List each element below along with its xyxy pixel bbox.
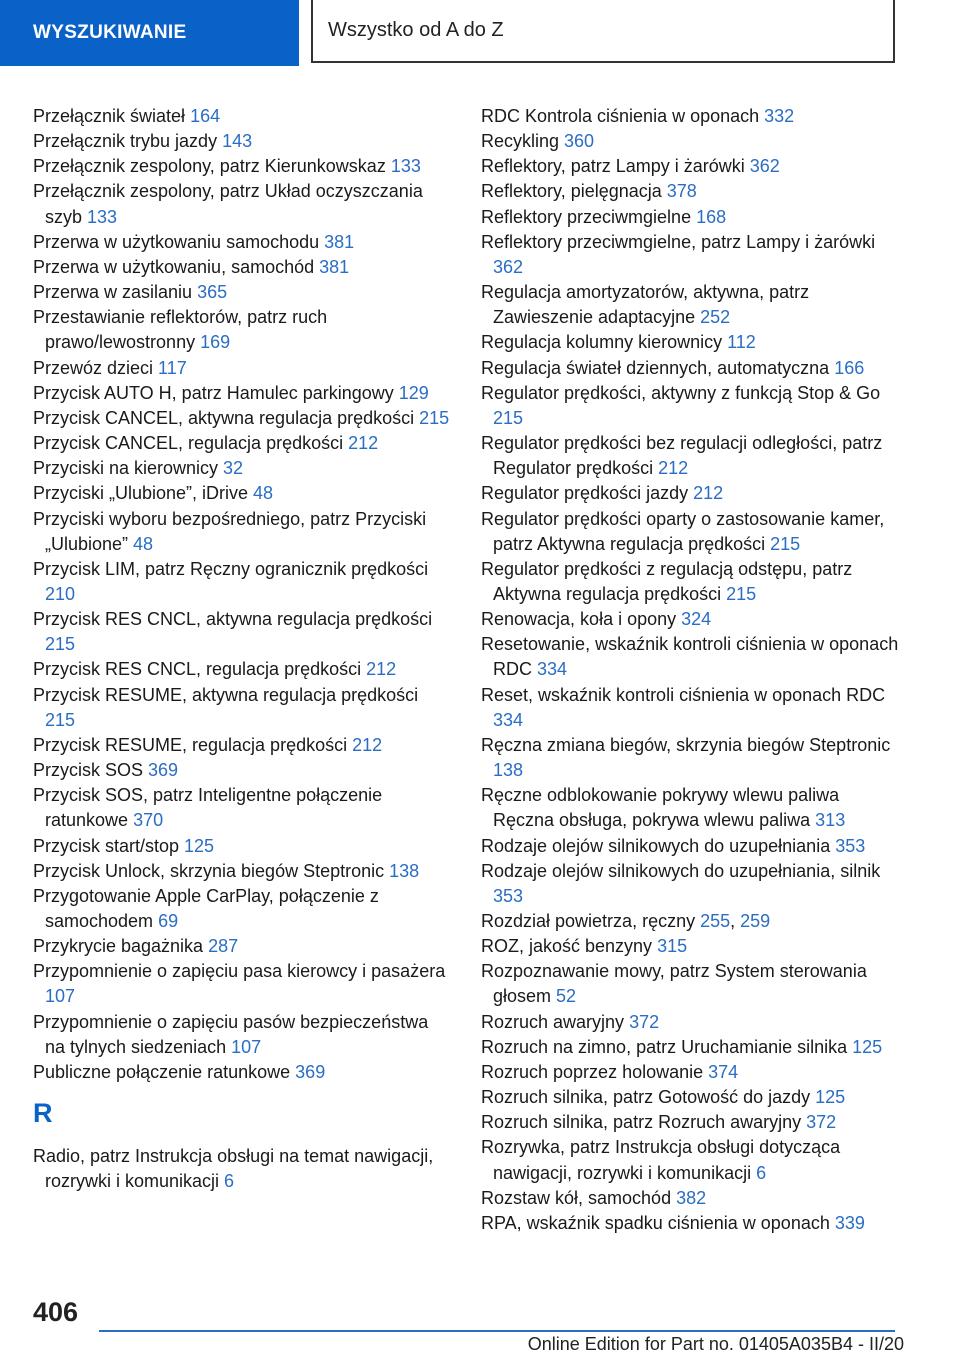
index-term: Przykrycie bagażnika — [33, 936, 209, 957]
index-term: Przerwa w użytkowaniu, samochód — [33, 256, 320, 277]
page-ref-link[interactable]: 52 — [556, 986, 577, 1007]
index-term: Przycisk CANCEL, aktywna regulacja prędkości — [33, 407, 420, 428]
index-term: Przełącznik trybu jazdy — [33, 131, 223, 152]
index-term: Przerwa w zasilaniu — [33, 282, 198, 303]
index-entry — [33, 104, 453, 129]
index-term: Przygotowanie Apple CarPlay, połączenie z samochodem — [33, 885, 379, 931]
page-ref-link[interactable]: 212 — [352, 734, 383, 755]
index-entry — [33, 859, 453, 884]
page-ref-link[interactable]: 107 — [45, 986, 76, 1007]
index-entry — [481, 104, 901, 129]
page-ref-link[interactable]: 339 — [834, 1212, 865, 1233]
index-entry — [33, 129, 453, 154]
index-entry — [481, 1085, 901, 1110]
page-ref-link[interactable]: 382 — [676, 1187, 707, 1208]
index-term: Przycisk LIM, patrz Ręczny ogranicznik prędkości — [33, 558, 429, 579]
index-entry — [481, 205, 901, 230]
page-ref-link[interactable]: 362 — [493, 256, 524, 277]
index-term: Ręczne odblokowanie pokrywy wlewu paliwa Ręczna obsługa, pokrywa wlewu paliwa — [481, 785, 840, 831]
page-ref-link[interactable]: 6 — [224, 1171, 235, 1192]
index-entry — [481, 733, 901, 783]
index-term: Przycisk SOS — [33, 760, 149, 781]
page-ref-link[interactable]: 324 — [681, 609, 712, 630]
index-entry — [33, 934, 453, 959]
index-entry — [481, 481, 901, 506]
index-entry — [33, 758, 453, 783]
index-term: Rozrywka, patrz Instrukcja obsługi dotycząca nawigacji, rozrywki i komunikacji — [481, 1137, 841, 1183]
index-term: Renowacja, koła i opony — [481, 609, 682, 630]
page-ref-link[interactable]: 378 — [666, 181, 697, 202]
index-term: Przycisk start/stop — [33, 835, 185, 856]
index-column-left — [33, 104, 453, 1194]
index-term: Regulator prędkości bez regulacji odległości, patrz Regulator prędkości — [481, 433, 883, 479]
index-term: Publiczne połączenie ratunkowe — [33, 1061, 296, 1082]
section-tab[interactable]: WYSZUKIWANIE — [0, 0, 299, 66]
index-term: Przypomnienie o zapięciu pasów bezpieczeństwa na tylnych siedzeniach — [33, 1011, 429, 1057]
index-term: Rozdział powietrza, ręczny — [481, 911, 701, 931]
index-entry — [33, 255, 453, 280]
index-term: Regulator prędkości, aktywny z funkcją Stop & Go — [481, 382, 881, 403]
index-term: Przerwa w użytkowaniu samochodu — [33, 231, 325, 252]
page-ref-link[interactable]: 381 — [324, 231, 355, 252]
page-ref-link[interactable]: 353 — [493, 885, 524, 906]
index-column-right — [481, 104, 901, 1236]
index-entry — [481, 1186, 901, 1211]
page-ref-link[interactable]: 372 — [806, 1112, 837, 1133]
index-entry — [481, 1135, 901, 1185]
index-entry — [481, 1110, 901, 1135]
page-ref-link[interactable]: 164 — [190, 106, 221, 126]
index-entry — [481, 230, 901, 280]
index-entry — [481, 859, 901, 909]
page-ref-link[interactable]: 353 — [835, 835, 866, 856]
page-ref-link[interactable]: 215 — [419, 407, 450, 428]
index-entry — [33, 481, 453, 506]
index-term: Przyciski na kierownicy — [33, 458, 224, 479]
index-entry — [481, 834, 901, 859]
index-term: Przyciski wyboru bezpośredniego, patrz Przyciski „Ulubione” — [33, 508, 427, 554]
index-term: Przycisk Unlock, skrzynia biegów Steptronic — [33, 860, 390, 881]
index-term: Rozruch poprzez holowanie — [481, 1061, 709, 1082]
index-term: Recykling — [481, 131, 565, 152]
page-ref-link[interactable]: 133 — [390, 156, 421, 177]
page-ref-link[interactable]: 369 — [295, 1061, 326, 1082]
index-entry — [33, 607, 453, 657]
index-entry — [481, 154, 901, 179]
index-term: Przycisk RESUME, regulacja prędkości — [33, 734, 353, 755]
index-entry — [33, 733, 453, 758]
index-entry — [481, 280, 901, 330]
index-term: ROZ, jakość benzyny — [481, 936, 658, 957]
index-entry — [481, 1035, 901, 1060]
index-term: RPA, wskaźnik spadku ciśnienia w oponach — [481, 1212, 835, 1233]
index-term: Przestawianie reflektorów, patrz ruch prawo/lewostronny — [33, 307, 328, 353]
index-entry — [481, 330, 901, 355]
page-ref-link[interactable]: 117 — [158, 357, 187, 378]
page-ref-link[interactable]: 255 — [700, 911, 731, 931]
index-term: Rodzaje olejów silnikowych do uzupełniania, silnik — [481, 860, 881, 881]
index-entry — [33, 507, 453, 557]
index-term: Przełącznik zespolony, patrz Kierunkowskaz — [33, 156, 391, 177]
index-term: Rodzaje olejów silnikowych do uzupełniania — [481, 835, 836, 856]
index-term: Reflektory przeciwmgielne — [481, 206, 697, 227]
page-ref-link[interactable]: 48 — [253, 483, 274, 504]
index-entry — [33, 783, 453, 833]
page-ref-link[interactable]: 365 — [197, 282, 228, 303]
index-entry — [33, 884, 453, 934]
section-title: Wszystko od A do Z — [311, 0, 895, 63]
index-term: Rozpoznawanie mowy, patrz System sterowania głosem — [481, 961, 867, 1007]
index-letter-heading: R — [33, 1098, 53, 1129]
index-entry — [481, 1060, 901, 1085]
page-ref-link[interactable]: 125 — [815, 1087, 846, 1108]
index-term: Reflektory przeciwmgielne, patrz Lampy i żarówki — [481, 231, 876, 252]
index-term: Przycisk SOS, patrz Inteligentne połączenie ratunkowe — [33, 785, 383, 831]
index-entry — [481, 783, 901, 833]
index-entry: Rozdział powietrza, ręczny 255, 259 — [481, 911, 771, 931]
page-ref-link[interactable]: 166 — [834, 357, 865, 378]
index-term: Regulator prędkości jazdy — [481, 483, 694, 504]
index-entry — [33, 1144, 453, 1194]
page-ref-link[interactable]: 6 — [756, 1162, 767, 1183]
index-entry — [33, 356, 453, 381]
index-term: Przycisk RES CNCL, aktywna regulacja prędkości — [33, 609, 433, 630]
index-entry — [481, 683, 901, 733]
page-ref-link[interactable]: 259 — [740, 911, 771, 931]
index-entry — [481, 129, 901, 154]
index-entry — [481, 431, 901, 481]
page-ref-link[interactable]: 129 — [398, 382, 429, 403]
index-term: Rozruch awaryjny — [481, 1011, 630, 1032]
page-ref-link[interactable]: 381 — [319, 256, 350, 277]
page-ref-link[interactable]: 212 — [366, 659, 397, 680]
page-ref-link[interactable]: 69 — [158, 911, 179, 931]
index-term: Regulator prędkości z regulacją odstępu, patrz Aktywna regulacja prędkości — [481, 558, 853, 604]
index-term: Przycisk CANCEL, regulacja prędkości — [33, 433, 349, 454]
index-entry — [33, 305, 453, 355]
index-entry — [33, 179, 453, 229]
index-term: Przyciski „Ulubione”, iDrive — [33, 483, 254, 504]
page-ref-link[interactable]: 212 — [693, 483, 724, 504]
index-entry — [33, 456, 453, 481]
page-ref-link[interactable]: 374 — [708, 1061, 739, 1082]
page-ref-link[interactable]: 313 — [815, 810, 846, 831]
page-header — [0, 0, 960, 66]
index-term: Reflektory, patrz Lampy i żarówki — [481, 156, 750, 177]
page-ref-link[interactable]: 168 — [696, 206, 727, 227]
page-ref-link[interactable]: 215 — [493, 407, 524, 428]
index-term: Regulator prędkości oparty o zastosowanie kamer, patrz Aktywna regulacja prędkości — [481, 508, 885, 554]
index-entry — [481, 356, 901, 381]
index-entry — [481, 557, 901, 607]
index-term: Przycisk AUTO H, patrz Hamulec parkingowy — [33, 382, 399, 403]
page-ref-link[interactable]: 215 — [45, 709, 76, 730]
index-term: Radio, patrz Instrukcja obsługi na temat nawigacji, rozrywki i komunikacji — [33, 1146, 434, 1192]
page-ref-link[interactable]: 212 — [348, 433, 379, 454]
footer-text: Online Edition for Part no. 01405A035B4 - II/20 — [527, 1334, 904, 1354]
page-ref-link[interactable]: 287 — [208, 936, 239, 957]
page-ref-link[interactable]: 334 — [537, 659, 568, 680]
page-ref-link[interactable]: 362 — [749, 156, 780, 177]
footer-divider — [99, 1330, 895, 1332]
index-entry — [33, 834, 453, 859]
page-ref-link[interactable]: 32 — [223, 458, 244, 479]
index-entry — [33, 381, 453, 406]
index-term: Przycisk RES CNCL, regulacja prędkości — [33, 659, 367, 680]
page-ref-link[interactable]: 370 — [133, 810, 164, 831]
page-ref-link[interactable]: 210 — [45, 583, 76, 604]
index-entry — [481, 607, 901, 632]
page-ref-link[interactable]: 112 — [727, 332, 756, 353]
page-ref-link[interactable]: 215 — [770, 533, 801, 554]
index-term: Resetowanie, wskaźnik kontroli ciśnienia w oponach RDC — [481, 634, 899, 680]
index-entry — [33, 230, 453, 255]
index-term: Przełącznik świateł — [33, 106, 191, 126]
page-ref-link[interactable]: 212 — [658, 458, 689, 479]
index-term: Regulacja amortyzatorów, aktywna, patrz Zawieszenie adaptacyjne — [481, 282, 810, 328]
page-ref-link[interactable]: 334 — [493, 709, 524, 730]
index-entry — [481, 507, 901, 557]
index-entry — [481, 1211, 901, 1236]
index-term: Przypomnienie o zapięciu pasa kierowcy i pasażera — [33, 961, 446, 982]
index-entry — [33, 280, 453, 305]
index-entry — [481, 934, 901, 959]
index-term: Regulacja kolumny kierownicy — [481, 332, 728, 353]
index-term: Regulacja świateł dziennych, automatyczna — [481, 357, 835, 378]
index-entry — [33, 154, 453, 179]
index-term: Reset, wskaźnik kontroli ciśnienia w oponach RDC — [481, 684, 886, 705]
index-term: Rozruch na zimno, patrz Uruchamianie silnika — [481, 1036, 853, 1057]
index-term: Rozruch silnika, patrz Rozruch awaryjny — [481, 1112, 807, 1133]
page-ref-link[interactable]: 169 — [200, 332, 231, 353]
index-entry — [481, 632, 901, 682]
page-ref-link[interactable]: 372 — [629, 1011, 660, 1032]
index-term: Ręczna zmiana biegów, skrzynia biegów Steptronic — [481, 734, 891, 755]
index-entry — [481, 1010, 901, 1035]
page-ref-link[interactable]: 48 — [133, 533, 154, 554]
page-ref-link[interactable]: 360 — [564, 131, 595, 152]
index-entry — [33, 1010, 453, 1060]
index-entry — [481, 959, 901, 1009]
index-term: Przełącznik zespolony, patrz Układ oczyszczania szyb — [33, 181, 423, 227]
page-ref-link[interactable]: 315 — [657, 936, 688, 957]
page-ref-link[interactable]: 125 — [184, 835, 215, 856]
page-ref-link[interactable]: 138 — [389, 860, 420, 881]
page-ref-link[interactable]: 107 — [231, 1036, 262, 1057]
page-ref-link[interactable]: 332 — [764, 106, 795, 126]
index-entry — [33, 657, 453, 682]
page-ref-link[interactable]: 252 — [700, 307, 731, 328]
index-entry — [33, 406, 453, 431]
index-entry — [33, 1060, 453, 1085]
page-ref-link[interactable]: 133 — [87, 206, 118, 227]
page-ref-link[interactable]: 215 — [45, 634, 76, 655]
page-number: 406 — [33, 1297, 79, 1327]
page-ref-link[interactable]: 138 — [493, 760, 524, 781]
index-term: RDC Kontrola ciśnienia w oponach — [481, 106, 765, 126]
index-entry — [33, 557, 453, 607]
index-term: Rozruch silnika, patrz Gotowość do jazdy — [481, 1087, 816, 1108]
index-entry — [481, 381, 901, 431]
index-entry — [33, 431, 453, 456]
index-term: Rozstaw kół, samochód — [481, 1187, 677, 1208]
index-entry — [33, 683, 453, 733]
index-term: Reflektory, pielęgnacja — [481, 181, 667, 202]
index-term: Przewóz dzieci — [33, 357, 159, 378]
index-entry — [481, 179, 901, 204]
index-term: Przycisk RESUME, aktywna regulacja prędkości — [33, 684, 419, 705]
page-ref-link[interactable]: 143 — [222, 131, 253, 152]
page-ref-link[interactable]: 369 — [148, 760, 179, 781]
page-ref-link[interactable]: 125 — [852, 1036, 883, 1057]
page-ref-link[interactable]: 215 — [726, 583, 757, 604]
index-entry — [33, 959, 453, 1009]
